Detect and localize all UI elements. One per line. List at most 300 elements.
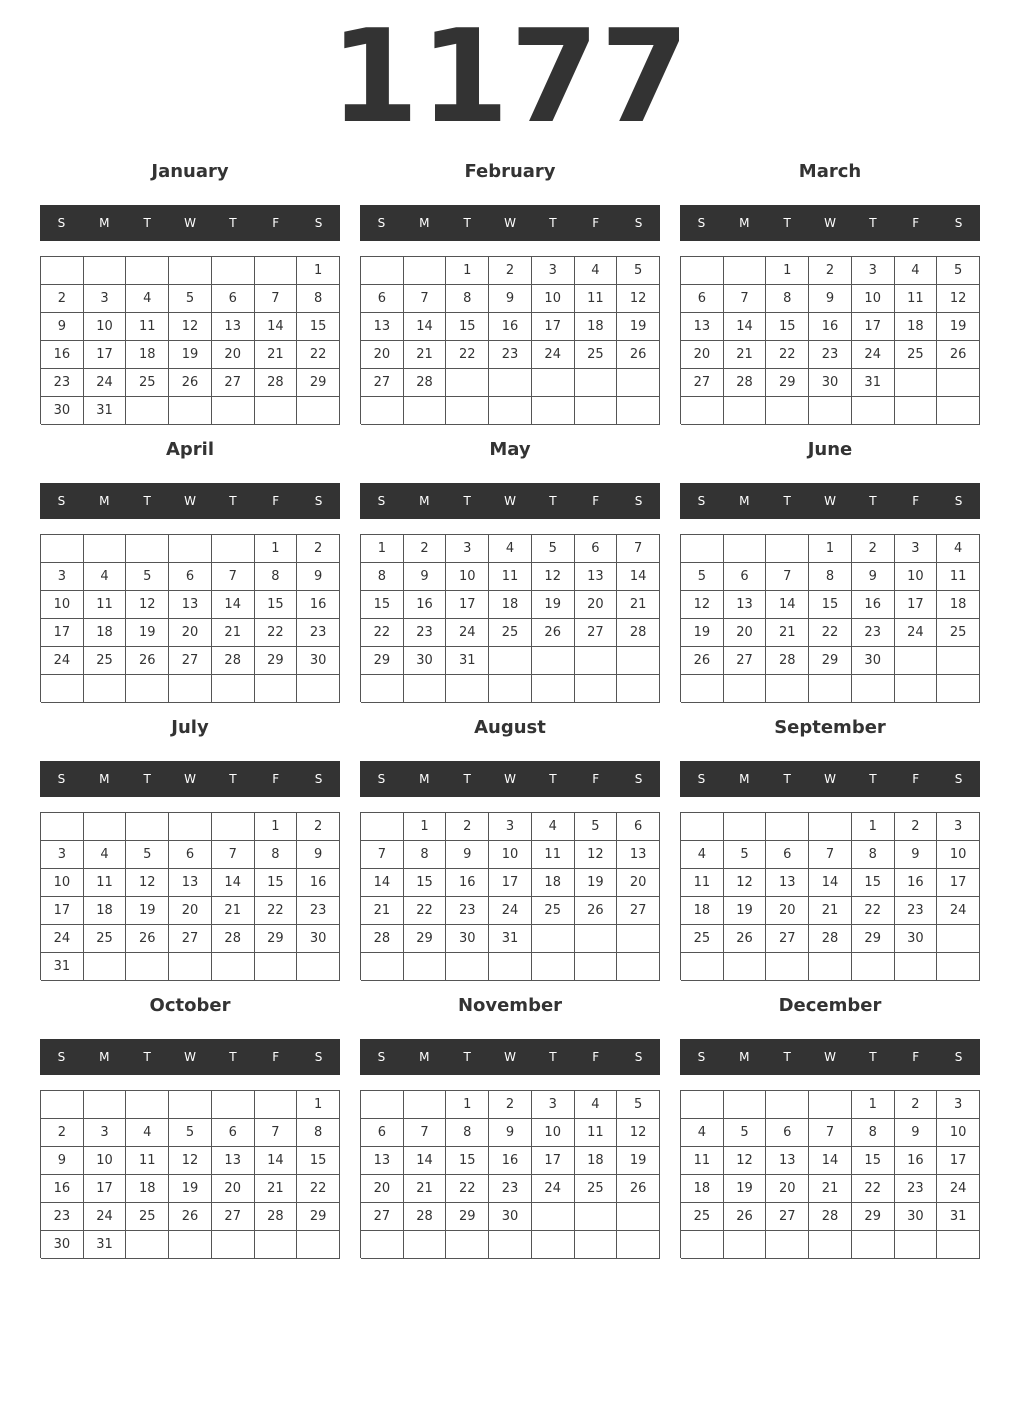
month-name: March <box>798 161 862 182</box>
day-cell: 9 <box>446 841 489 869</box>
day-cell: 17 <box>41 619 84 647</box>
month-name: December <box>778 995 882 1016</box>
day-cell: 28 <box>212 925 255 953</box>
weekday-header <box>360 205 660 241</box>
day-cell: 2 <box>404 535 447 563</box>
day-cell: 1 <box>255 535 298 563</box>
day-grid <box>680 812 980 980</box>
day-cell: 4 <box>895 257 938 285</box>
day-cell: 12 <box>937 285 980 313</box>
day-cell: 21 <box>361 897 404 925</box>
day-cell: 12 <box>126 591 169 619</box>
weekday-label: T <box>229 494 237 508</box>
empty-day-cell <box>446 397 489 425</box>
day-grid <box>680 534 980 702</box>
day-cell: 12 <box>126 869 169 897</box>
day-cell: 12 <box>169 313 212 341</box>
day-cell: 28 <box>255 369 298 397</box>
day-cell: 14 <box>361 869 404 897</box>
empty-day-cell <box>126 675 169 703</box>
empty-day-cell <box>84 535 127 563</box>
day-cell: 23 <box>297 897 340 925</box>
day-cell: 10 <box>532 285 575 313</box>
weekday-label: W <box>824 1050 836 1064</box>
day-cell: 15 <box>852 869 895 897</box>
weekday-label: M <box>739 772 750 786</box>
day-cell: 8 <box>446 285 489 313</box>
day-cell: 20 <box>169 619 212 647</box>
day-cell: 27 <box>361 1203 404 1231</box>
day-cell: 16 <box>297 869 340 897</box>
day-cell: 26 <box>532 619 575 647</box>
empty-day-cell <box>937 397 980 425</box>
weekday-header <box>40 205 340 241</box>
day-cell: 18 <box>575 313 618 341</box>
empty-day-cell <box>169 953 212 981</box>
empty-day-cell <box>809 953 852 981</box>
empty-day-cell <box>212 257 255 285</box>
weekday-label: S <box>954 216 963 230</box>
empty-day-cell <box>937 953 980 981</box>
weekday-label: T <box>463 494 471 508</box>
day-cell: 9 <box>895 1119 938 1147</box>
day-cell: 22 <box>361 619 404 647</box>
month-july <box>40 716 340 986</box>
day-cell: 3 <box>852 257 895 285</box>
day-cell: 2 <box>489 1091 532 1119</box>
day-cell: 4 <box>575 257 618 285</box>
day-cell: 29 <box>809 647 852 675</box>
empty-day-cell <box>126 953 169 981</box>
weekday-label: S <box>314 1050 323 1064</box>
empty-day-cell <box>681 1231 724 1259</box>
empty-day-cell <box>212 813 255 841</box>
weekday-label: W <box>824 216 836 230</box>
empty-day-cell <box>126 813 169 841</box>
weekday-label: S <box>377 772 386 786</box>
day-cell: 31 <box>937 1203 980 1231</box>
empty-day-cell <box>895 1231 938 1259</box>
weekday-header <box>680 1039 980 1075</box>
day-cell: 3 <box>41 563 84 591</box>
day-cell: 28 <box>404 1203 447 1231</box>
day-cell: 7 <box>255 1119 298 1147</box>
empty-day-cell <box>489 369 532 397</box>
day-cell: 7 <box>212 841 255 869</box>
empty-day-cell <box>41 1091 84 1119</box>
empty-day-cell <box>937 675 980 703</box>
day-cell: 24 <box>41 647 84 675</box>
day-cell: 8 <box>852 841 895 869</box>
day-cell: 17 <box>852 313 895 341</box>
empty-day-cell <box>489 953 532 981</box>
weekday-label: W <box>824 494 836 508</box>
day-cell: 27 <box>212 1203 255 1231</box>
day-cell: 30 <box>489 1203 532 1231</box>
day-cell: 1 <box>297 1091 340 1119</box>
day-cell: 16 <box>404 591 447 619</box>
day-cell: 17 <box>84 1175 127 1203</box>
day-cell: 15 <box>446 1147 489 1175</box>
day-cell: 3 <box>895 535 938 563</box>
day-cell: 17 <box>937 869 980 897</box>
weekday-label: F <box>912 1050 920 1064</box>
day-cell: 3 <box>532 1091 575 1119</box>
empty-day-cell <box>809 1231 852 1259</box>
weekday-label: S <box>377 494 386 508</box>
empty-day-cell <box>255 953 298 981</box>
empty-day-cell <box>617 647 660 675</box>
day-cell: 17 <box>446 591 489 619</box>
empty-day-cell <box>489 1231 532 1259</box>
day-cell: 22 <box>446 341 489 369</box>
day-cell: 14 <box>766 591 809 619</box>
day-cell: 22 <box>255 619 298 647</box>
weekday-label: M <box>419 772 430 786</box>
empty-day-cell <box>404 953 447 981</box>
month-march <box>680 160 980 430</box>
day-cell: 23 <box>852 619 895 647</box>
day-cell: 15 <box>446 313 489 341</box>
empty-day-cell <box>297 1231 340 1259</box>
weekday-label: W <box>184 216 196 230</box>
empty-day-cell <box>361 1231 404 1259</box>
day-cell: 13 <box>361 1147 404 1175</box>
day-cell: 25 <box>126 369 169 397</box>
day-cell: 20 <box>212 1175 255 1203</box>
day-cell: 7 <box>617 535 660 563</box>
empty-day-cell <box>41 675 84 703</box>
weekday-label: T <box>783 216 791 230</box>
day-cell: 5 <box>937 257 980 285</box>
empty-day-cell <box>169 675 212 703</box>
day-cell: 31 <box>446 647 489 675</box>
empty-day-cell <box>489 647 532 675</box>
empty-day-cell <box>255 1091 298 1119</box>
day-cell: 26 <box>617 341 660 369</box>
day-cell: 16 <box>41 341 84 369</box>
day-cell: 14 <box>404 313 447 341</box>
day-cell: 31 <box>852 369 895 397</box>
weekday-label: T <box>143 216 151 230</box>
day-cell: 29 <box>852 925 895 953</box>
empty-day-cell <box>575 925 618 953</box>
day-cell: 20 <box>724 619 767 647</box>
day-cell: 11 <box>681 1147 724 1175</box>
day-cell: 19 <box>532 591 575 619</box>
weekday-label: W <box>184 772 196 786</box>
empty-day-cell <box>126 1231 169 1259</box>
day-cell: 26 <box>575 897 618 925</box>
day-cell: 4 <box>575 1091 618 1119</box>
weekday-label: S <box>697 216 706 230</box>
day-cell: 31 <box>84 397 127 425</box>
month-name: July <box>171 717 209 738</box>
day-cell: 30 <box>895 1203 938 1231</box>
day-cell: 30 <box>297 925 340 953</box>
empty-day-cell <box>766 1091 809 1119</box>
day-cell: 18 <box>126 1175 169 1203</box>
empty-day-cell <box>937 1231 980 1259</box>
weekday-header <box>360 483 660 519</box>
weekday-label: M <box>99 1050 110 1064</box>
day-cell: 16 <box>895 869 938 897</box>
empty-day-cell <box>724 1091 767 1119</box>
weekday-label: S <box>57 216 66 230</box>
weekday-label: T <box>463 772 471 786</box>
day-cell: 19 <box>724 1175 767 1203</box>
day-cell: 22 <box>766 341 809 369</box>
weekday-label: W <box>184 1050 196 1064</box>
day-cell: 23 <box>41 1203 84 1231</box>
day-cell: 25 <box>937 619 980 647</box>
day-cell: 29 <box>255 647 298 675</box>
empty-day-cell <box>361 257 404 285</box>
day-cell: 21 <box>255 1175 298 1203</box>
day-cell: 10 <box>446 563 489 591</box>
day-cell: 20 <box>212 341 255 369</box>
month-name: June <box>807 439 853 460</box>
weekday-label: S <box>314 494 323 508</box>
day-cell: 6 <box>361 1119 404 1147</box>
day-cell: 8 <box>766 285 809 313</box>
empty-day-cell <box>532 953 575 981</box>
day-cell: 25 <box>126 1203 169 1231</box>
weekday-label: T <box>869 216 877 230</box>
day-cell: 13 <box>361 313 404 341</box>
day-cell: 13 <box>766 869 809 897</box>
day-cell: 2 <box>895 1091 938 1119</box>
weekday-header <box>40 483 340 519</box>
day-cell: 10 <box>84 313 127 341</box>
day-cell: 23 <box>297 619 340 647</box>
day-cell: 13 <box>681 313 724 341</box>
empty-day-cell <box>895 369 938 397</box>
day-cell: 30 <box>404 647 447 675</box>
month-february <box>360 160 660 430</box>
day-cell: 31 <box>41 953 84 981</box>
empty-day-cell <box>212 1091 255 1119</box>
day-cell: 20 <box>575 591 618 619</box>
empty-day-cell <box>297 397 340 425</box>
empty-day-cell <box>169 535 212 563</box>
empty-day-cell <box>575 647 618 675</box>
day-cell: 7 <box>766 563 809 591</box>
day-cell: 15 <box>297 313 340 341</box>
day-cell: 19 <box>126 619 169 647</box>
day-cell: 10 <box>937 841 980 869</box>
empty-day-cell <box>766 1231 809 1259</box>
day-cell: 16 <box>489 1147 532 1175</box>
day-cell: 26 <box>724 925 767 953</box>
day-cell: 29 <box>361 647 404 675</box>
day-cell: 18 <box>84 897 127 925</box>
day-cell: 21 <box>766 619 809 647</box>
day-cell: 15 <box>361 591 404 619</box>
day-cell: 21 <box>255 341 298 369</box>
weekday-label: T <box>143 494 151 508</box>
day-cell: 23 <box>41 369 84 397</box>
empty-day-cell <box>532 369 575 397</box>
empty-day-cell <box>446 675 489 703</box>
day-cell: 4 <box>681 1119 724 1147</box>
day-cell: 30 <box>809 369 852 397</box>
day-cell: 8 <box>446 1119 489 1147</box>
weekday-label: M <box>99 772 110 786</box>
day-grid <box>360 1090 660 1258</box>
month-june <box>680 438 980 708</box>
weekday-label: T <box>143 772 151 786</box>
day-cell: 17 <box>41 897 84 925</box>
day-cell: 21 <box>212 897 255 925</box>
day-cell: 20 <box>361 1175 404 1203</box>
empty-day-cell <box>766 813 809 841</box>
day-cell: 2 <box>489 257 532 285</box>
weekday-label: T <box>229 772 237 786</box>
day-cell: 15 <box>852 1147 895 1175</box>
empty-day-cell <box>84 257 127 285</box>
day-cell: 15 <box>766 313 809 341</box>
month-name: September <box>774 717 886 738</box>
empty-day-cell <box>532 925 575 953</box>
day-cell: 10 <box>489 841 532 869</box>
empty-day-cell <box>724 1231 767 1259</box>
day-cell: 28 <box>404 369 447 397</box>
day-cell: 9 <box>489 285 532 313</box>
day-cell: 7 <box>212 563 255 591</box>
day-cell: 26 <box>681 647 724 675</box>
weekday-label: T <box>549 772 557 786</box>
empty-day-cell <box>169 813 212 841</box>
day-cell: 16 <box>489 313 532 341</box>
day-cell: 4 <box>84 841 127 869</box>
weekday-label: F <box>272 772 280 786</box>
weekday-label: T <box>783 772 791 786</box>
weekday-label: T <box>463 216 471 230</box>
weekday-label: F <box>272 216 280 230</box>
day-cell: 9 <box>404 563 447 591</box>
empty-day-cell <box>255 675 298 703</box>
weekday-label: S <box>634 1050 643 1064</box>
day-cell: 14 <box>617 563 660 591</box>
empty-day-cell <box>489 675 532 703</box>
day-cell: 30 <box>852 647 895 675</box>
day-cell: 23 <box>446 897 489 925</box>
day-cell: 6 <box>617 813 660 841</box>
day-cell: 21 <box>212 619 255 647</box>
empty-day-cell <box>84 953 127 981</box>
empty-day-cell <box>532 1231 575 1259</box>
empty-day-cell <box>937 647 980 675</box>
empty-day-cell <box>724 535 767 563</box>
empty-day-cell <box>361 1091 404 1119</box>
weekday-label: F <box>272 1050 280 1064</box>
day-cell: 9 <box>297 841 340 869</box>
day-cell: 1 <box>404 813 447 841</box>
day-cell: 11 <box>895 285 938 313</box>
day-cell: 1 <box>255 813 298 841</box>
empty-day-cell <box>41 813 84 841</box>
day-cell: 9 <box>489 1119 532 1147</box>
day-cell: 15 <box>809 591 852 619</box>
day-cell: 25 <box>489 619 532 647</box>
day-cell: 13 <box>766 1147 809 1175</box>
day-cell: 6 <box>169 841 212 869</box>
day-cell: 27 <box>361 369 404 397</box>
day-cell: 1 <box>361 535 404 563</box>
day-cell: 18 <box>895 313 938 341</box>
month-december <box>680 994 980 1264</box>
empty-day-cell <box>169 257 212 285</box>
day-cell: 10 <box>84 1147 127 1175</box>
day-cell: 9 <box>895 841 938 869</box>
day-cell: 2 <box>446 813 489 841</box>
empty-day-cell <box>809 397 852 425</box>
empty-day-cell <box>84 813 127 841</box>
day-cell: 11 <box>575 1119 618 1147</box>
day-cell: 29 <box>297 1203 340 1231</box>
empty-day-cell <box>169 1231 212 1259</box>
day-cell: 6 <box>724 563 767 591</box>
weekday-header <box>360 1039 660 1075</box>
day-cell: 3 <box>937 1091 980 1119</box>
day-cell: 24 <box>489 897 532 925</box>
day-cell: 27 <box>681 369 724 397</box>
weekday-label: S <box>954 494 963 508</box>
weekday-label: S <box>697 494 706 508</box>
empty-day-cell <box>617 953 660 981</box>
day-cell: 27 <box>617 897 660 925</box>
day-cell: 4 <box>84 563 127 591</box>
day-cell: 29 <box>766 369 809 397</box>
empty-day-cell <box>212 535 255 563</box>
weekday-label: S <box>314 216 323 230</box>
empty-day-cell <box>126 397 169 425</box>
weekday-header <box>40 1039 340 1075</box>
weekday-label: S <box>634 494 643 508</box>
day-cell: 1 <box>766 257 809 285</box>
empty-day-cell <box>169 397 212 425</box>
day-cell: 26 <box>617 1175 660 1203</box>
empty-day-cell <box>852 397 895 425</box>
empty-day-cell <box>404 1091 447 1119</box>
empty-day-cell <box>404 675 447 703</box>
day-cell: 27 <box>169 925 212 953</box>
empty-day-cell <box>404 257 447 285</box>
day-cell: 16 <box>41 1175 84 1203</box>
day-cell: 22 <box>297 341 340 369</box>
day-cell: 13 <box>169 869 212 897</box>
empty-day-cell <box>617 925 660 953</box>
day-cell: 28 <box>361 925 404 953</box>
weekday-label: S <box>57 494 66 508</box>
empty-day-cell <box>255 257 298 285</box>
day-cell: 5 <box>681 563 724 591</box>
day-cell: 30 <box>895 925 938 953</box>
day-cell: 8 <box>255 563 298 591</box>
day-grid <box>40 1090 340 1258</box>
day-cell: 2 <box>809 257 852 285</box>
weekday-label: F <box>592 216 600 230</box>
weekday-label: F <box>272 494 280 508</box>
empty-day-cell <box>532 1203 575 1231</box>
day-cell: 24 <box>532 341 575 369</box>
weekday-label: S <box>634 216 643 230</box>
day-cell: 28 <box>255 1203 298 1231</box>
empty-day-cell <box>724 257 767 285</box>
weekday-label: F <box>592 772 600 786</box>
empty-day-cell <box>361 813 404 841</box>
